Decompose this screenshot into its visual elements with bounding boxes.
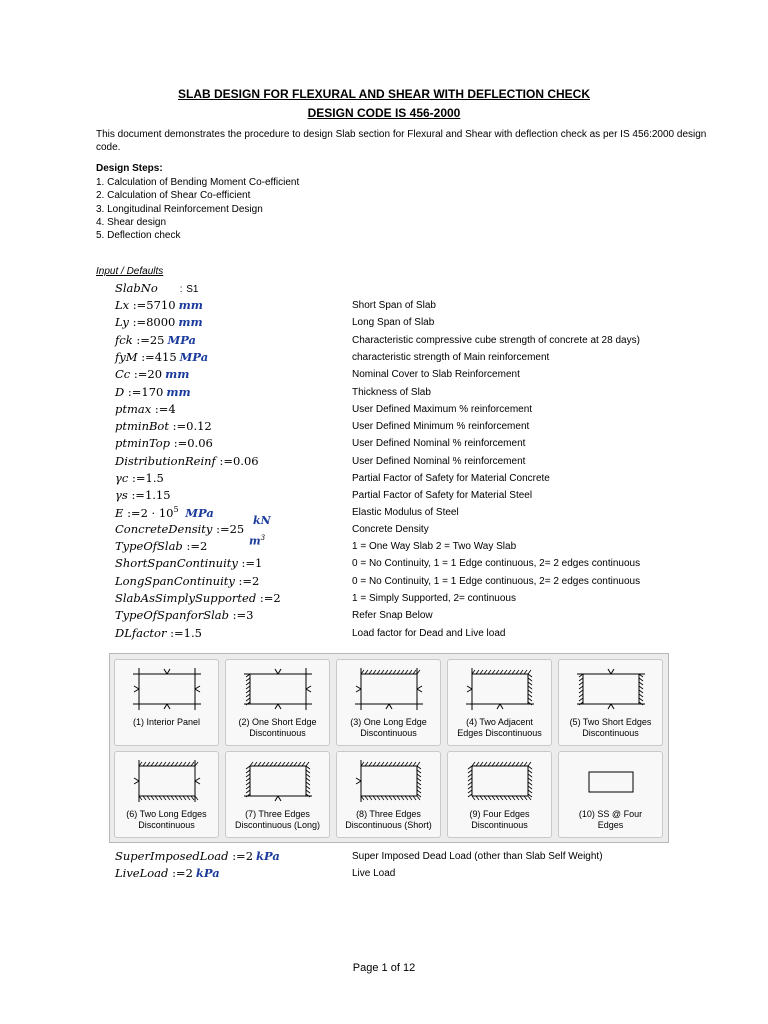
- assign-operator: :=: [259, 590, 274, 605]
- step-item: 2. Calculation of Shear Co-efficient: [96, 190, 251, 201]
- input-description: Partial Factor of Safety for Material Steel: [352, 490, 533, 502]
- design-code-title: DESIGN CODE IS 456-2000: [307, 106, 461, 120]
- input-row-slabno: [0, 281, 768, 298]
- caption-line-1: (4) Two Adjacent: [466, 717, 533, 727]
- input-row: [0, 471, 768, 488]
- variable-name: ptmax: [115, 401, 152, 416]
- caption-line-1: (5) Two Short Edges: [569, 717, 652, 727]
- input-row-e: [0, 505, 768, 522]
- slab-panel-2: [225, 659, 330, 746]
- input-description: User Defined Maximum % reinforcement: [352, 403, 533, 415]
- assign-operator: :=: [154, 401, 169, 416]
- step-item: 1. Calculation of Bending Moment Co-efficient: [96, 177, 300, 188]
- assign-operator: :=: [132, 298, 147, 312]
- slab-panel-10: [558, 751, 663, 838]
- slab-panel-8: [336, 751, 441, 838]
- slab-panel-diagram: [337, 660, 440, 718]
- variable-value: 8000: [146, 315, 176, 330]
- caption-line-2: Discontinuous: [582, 728, 639, 738]
- slab-panel-diagram: [226, 660, 329, 718]
- unit: mm: [165, 367, 190, 382]
- input-row: [0, 556, 768, 573]
- variable-value: 4: [168, 401, 176, 416]
- slab-panel-3: [336, 659, 441, 746]
- variable-name: Lx: [115, 298, 130, 312]
- unit: kPa: [256, 849, 280, 863]
- variable-name: γc: [115, 471, 129, 485]
- assign-operator: :=: [173, 436, 188, 451]
- input-description: Concrete Density: [352, 524, 429, 535]
- input-description: Load factor for Dead and Live load: [352, 627, 506, 639]
- caption-line-1: (8) Three Edges: [356, 809, 421, 819]
- variable-name: LiveLoad: [115, 866, 169, 881]
- variable-value: 2: [273, 590, 281, 605]
- unit: MPa: [167, 332, 197, 347]
- input-row: [0, 539, 768, 556]
- unit: mm: [178, 298, 203, 312]
- variable-name: fyM: [115, 349, 138, 364]
- slab-panel-types: [109, 653, 669, 843]
- input-description: Thickness of Slab: [352, 386, 431, 398]
- input-description: Refer Snap Below: [352, 610, 433, 622]
- variable-value: 1.15: [144, 488, 171, 503]
- input-row: [0, 350, 768, 367]
- variable-value: 0.06: [187, 436, 213, 451]
- variable-name: DLfactor: [115, 625, 167, 640]
- assign-operator: :=: [131, 471, 146, 485]
- slab-panel-caption: [337, 809, 440, 831]
- assign-operator: :=: [219, 453, 233, 468]
- variable-name: E: [115, 505, 124, 520]
- assign-operator: :=: [238, 573, 253, 588]
- variable-name: ShortSpanContinuity: [115, 556, 238, 571]
- caption-line-2: Edges Discontinuous: [457, 728, 542, 738]
- variable-name: ptminTop: [115, 436, 171, 451]
- variable-value: 1: [255, 556, 263, 571]
- assign-operator: :=: [172, 419, 187, 434]
- slab-panel-5: [558, 659, 663, 746]
- assign-operator: :=: [127, 384, 142, 399]
- caption-line-2: Discontinuous: [138, 820, 195, 830]
- input-row: [0, 315, 768, 332]
- input-description: Partial Factor of Safety for Material Concrete: [352, 473, 550, 484]
- slab-panel-7: [225, 751, 330, 838]
- variable-name: γs: [115, 488, 128, 503]
- intro-paragraph: This document demonstrates the procedure to design Slab section for Flexural and Shear with deflection check as per IS 456:2000 design code.: [96, 129, 707, 153]
- assign-operator: :=: [241, 556, 256, 571]
- variable-value: 2: [199, 539, 208, 553]
- unit: mm: [178, 315, 203, 330]
- input-description: 0 = No Continuity, 1 = 1 Edge continuous, 2= 2 edges continuous: [352, 575, 641, 587]
- input-description: User Defined Minimum % reinforcement: [352, 421, 530, 433]
- variable-value: 25: [149, 332, 165, 347]
- input-row: [0, 454, 768, 471]
- variable-value: 2: [185, 866, 193, 881]
- unit-denominator: $m^3$: [249, 534, 266, 548]
- variable-value: 1.5: [183, 625, 202, 640]
- slab-panel-caption: [559, 717, 662, 739]
- input-row: [0, 419, 768, 436]
- inputs-heading: Input / Defaults: [96, 266, 164, 277]
- variable-value: 415: [154, 349, 177, 364]
- unit-numerator: kN: [253, 514, 271, 527]
- slab-panel-caption: [226, 717, 329, 739]
- input-row: [0, 298, 768, 315]
- slab-panel-diagram: [559, 752, 662, 810]
- assign-operator: :=: [172, 866, 186, 881]
- variable-name: Ly: [115, 315, 129, 330]
- input-row: [0, 626, 768, 643]
- variable-value: 170: [141, 384, 164, 399]
- input-row: [0, 436, 768, 453]
- variable-name: Cc: [115, 367, 131, 382]
- slab-panel-diagram: [226, 752, 329, 810]
- input-description: User Defined Nominal % reinforcement: [352, 455, 526, 467]
- unit: kPa: [195, 866, 220, 881]
- caption-line-2: Edges: [597, 820, 624, 830]
- step-item: 4. Shear design: [96, 217, 167, 228]
- caption-line-1: (10) SS @ Four: [578, 809, 643, 819]
- slab-panel-1: [114, 659, 219, 746]
- step-item: 3. Longitudinal Reinforcement Design: [96, 204, 263, 215]
- variable-value: 20: [147, 367, 163, 382]
- unit: MPa: [179, 349, 209, 364]
- caption-line-2: Discontinuous (Long): [234, 820, 321, 830]
- assign-operator: :=: [127, 505, 141, 520]
- variable-value: 2: [252, 573, 260, 588]
- assign-operator: :=: [131, 488, 145, 503]
- variable-name: SuperImposedLoad: [115, 849, 229, 863]
- caption-line-2: Discontinuous (Short): [345, 820, 432, 830]
- slab-panel-diagram: [448, 752, 551, 810]
- slabno-separator: :: [179, 284, 183, 295]
- input-description: User Defined Nominal % reinforcement: [352, 438, 526, 450]
- variable-name: ConcreteDensity: [115, 522, 213, 536]
- input-description: characteristic strength of Main reinforcement: [352, 351, 550, 363]
- slab-panel-diagram: [559, 660, 662, 718]
- slab-panel-caption: [448, 717, 551, 739]
- slab-panel-caption: [115, 717, 218, 728]
- input-row: [0, 333, 768, 350]
- caption-line-2: Discontinuous: [471, 820, 528, 830]
- input-row: [0, 402, 768, 419]
- unit: mm: [166, 384, 191, 399]
- slab-panel-caption: [448, 809, 551, 831]
- caption-line-1: (6) Two Long Edges: [126, 809, 207, 819]
- variable-name: ptminBot: [115, 419, 169, 434]
- variable-name: LongSpanContinuity: [115, 573, 235, 588]
- variable-value: 5710: [146, 298, 176, 312]
- caption-line-2: Discontinuous: [360, 728, 417, 738]
- input-row: [0, 608, 768, 625]
- assign-operator: :=: [170, 625, 184, 640]
- input-row: [0, 367, 768, 384]
- caption-line-1: (2) One Short Edge: [238, 717, 317, 727]
- input-row: [0, 488, 768, 505]
- input-row: [0, 866, 768, 883]
- variable-value: 25: [229, 522, 245, 536]
- variable-name: DistributionReinf: [115, 453, 216, 468]
- assign-operator: :=: [216, 522, 230, 536]
- input-description: Characteristic compressive cube strength of concrete at 28 days): [352, 334, 640, 346]
- assign-operator: :=: [186, 539, 200, 553]
- slab-panel-caption: [115, 809, 218, 831]
- assign-operator: :=: [232, 608, 247, 623]
- assign-operator: :=: [232, 849, 246, 863]
- slab-panel-9: [447, 751, 552, 838]
- variable-value: 1.5: [145, 471, 164, 485]
- slab-panel-diagram: [337, 752, 440, 810]
- input-row: [0, 574, 768, 591]
- assign-operator: :=: [133, 367, 148, 382]
- input-row: [0, 849, 768, 866]
- variable-name: SlabNo: [115, 281, 158, 295]
- slab-panel-diagram: [448, 660, 551, 718]
- caption-line-1: (7) Three Edges: [245, 809, 310, 819]
- assign-operator: :=: [132, 315, 147, 330]
- input-description: Elastic Modulus of Steel: [352, 507, 459, 518]
- caption-line-1: (3) One Long Edge: [350, 717, 427, 727]
- input-description: Live Load: [352, 868, 396, 880]
- assign-operator: :=: [136, 332, 150, 347]
- slab-panel-diagram: [115, 752, 218, 810]
- variable-value: 2: [245, 849, 254, 863]
- input-description: Long Span of Slab: [352, 317, 435, 329]
- input-row: [0, 385, 768, 402]
- variable-value: 0.06: [232, 453, 259, 468]
- variable-name: fck: [115, 332, 133, 347]
- input-description: 1 = Simply Supported, 2= continuous: [352, 592, 516, 604]
- unit: MPa: [185, 505, 214, 520]
- assign-operator: :=: [141, 349, 155, 364]
- slab-panel-caption: [337, 717, 440, 739]
- variable-name: TypeOfSpanforSlab: [115, 608, 229, 623]
- input-description: Super Imposed Dead Load (other than Slab Self Weight): [352, 851, 603, 862]
- input-description: 1 = One Way Slab 2 = Two Way Slab: [352, 541, 517, 552]
- slab-panel-4: [447, 659, 552, 746]
- input-description: 0 = No Continuity, 1 = 1 Edge continuous, 2= 2 edges continuous: [352, 558, 641, 570]
- variable-name: TypeOfSlab: [115, 539, 183, 553]
- slab-panel-caption: [559, 809, 662, 831]
- variable-value: 2 · 10: [140, 505, 174, 520]
- variable-name: D: [115, 384, 125, 399]
- input-description: Nominal Cover to Slab Reinforcement: [352, 369, 520, 381]
- caption-line-1: (1) Interior Panel: [132, 717, 201, 727]
- slabno-value: S1: [186, 284, 199, 295]
- exponent: 5: [173, 505, 179, 514]
- input-row: [0, 591, 768, 608]
- slab-panel-6: [114, 751, 219, 838]
- page-footer: Page 1 of 12: [352, 962, 416, 974]
- document-title: SLAB DESIGN FOR FLEXURAL AND SHEAR WITH DEFLECTION CHECK: [177, 87, 590, 101]
- variable-name: SlabAsSimplySupported: [115, 590, 257, 605]
- caption-line-1: (9) Four Edges: [469, 809, 530, 819]
- slab-panel-diagram: [115, 660, 218, 718]
- input-description: Short Span of Slab: [352, 300, 436, 311]
- slab-panel-caption: [226, 809, 329, 831]
- caption-line-2: Discontinuous: [249, 728, 306, 738]
- variable-value: 3: [246, 608, 254, 623]
- variable-value: 0.12: [186, 419, 212, 434]
- step-item: 5. Deflection check: [96, 230, 181, 241]
- steps-heading: Design Steps:: [96, 163, 163, 174]
